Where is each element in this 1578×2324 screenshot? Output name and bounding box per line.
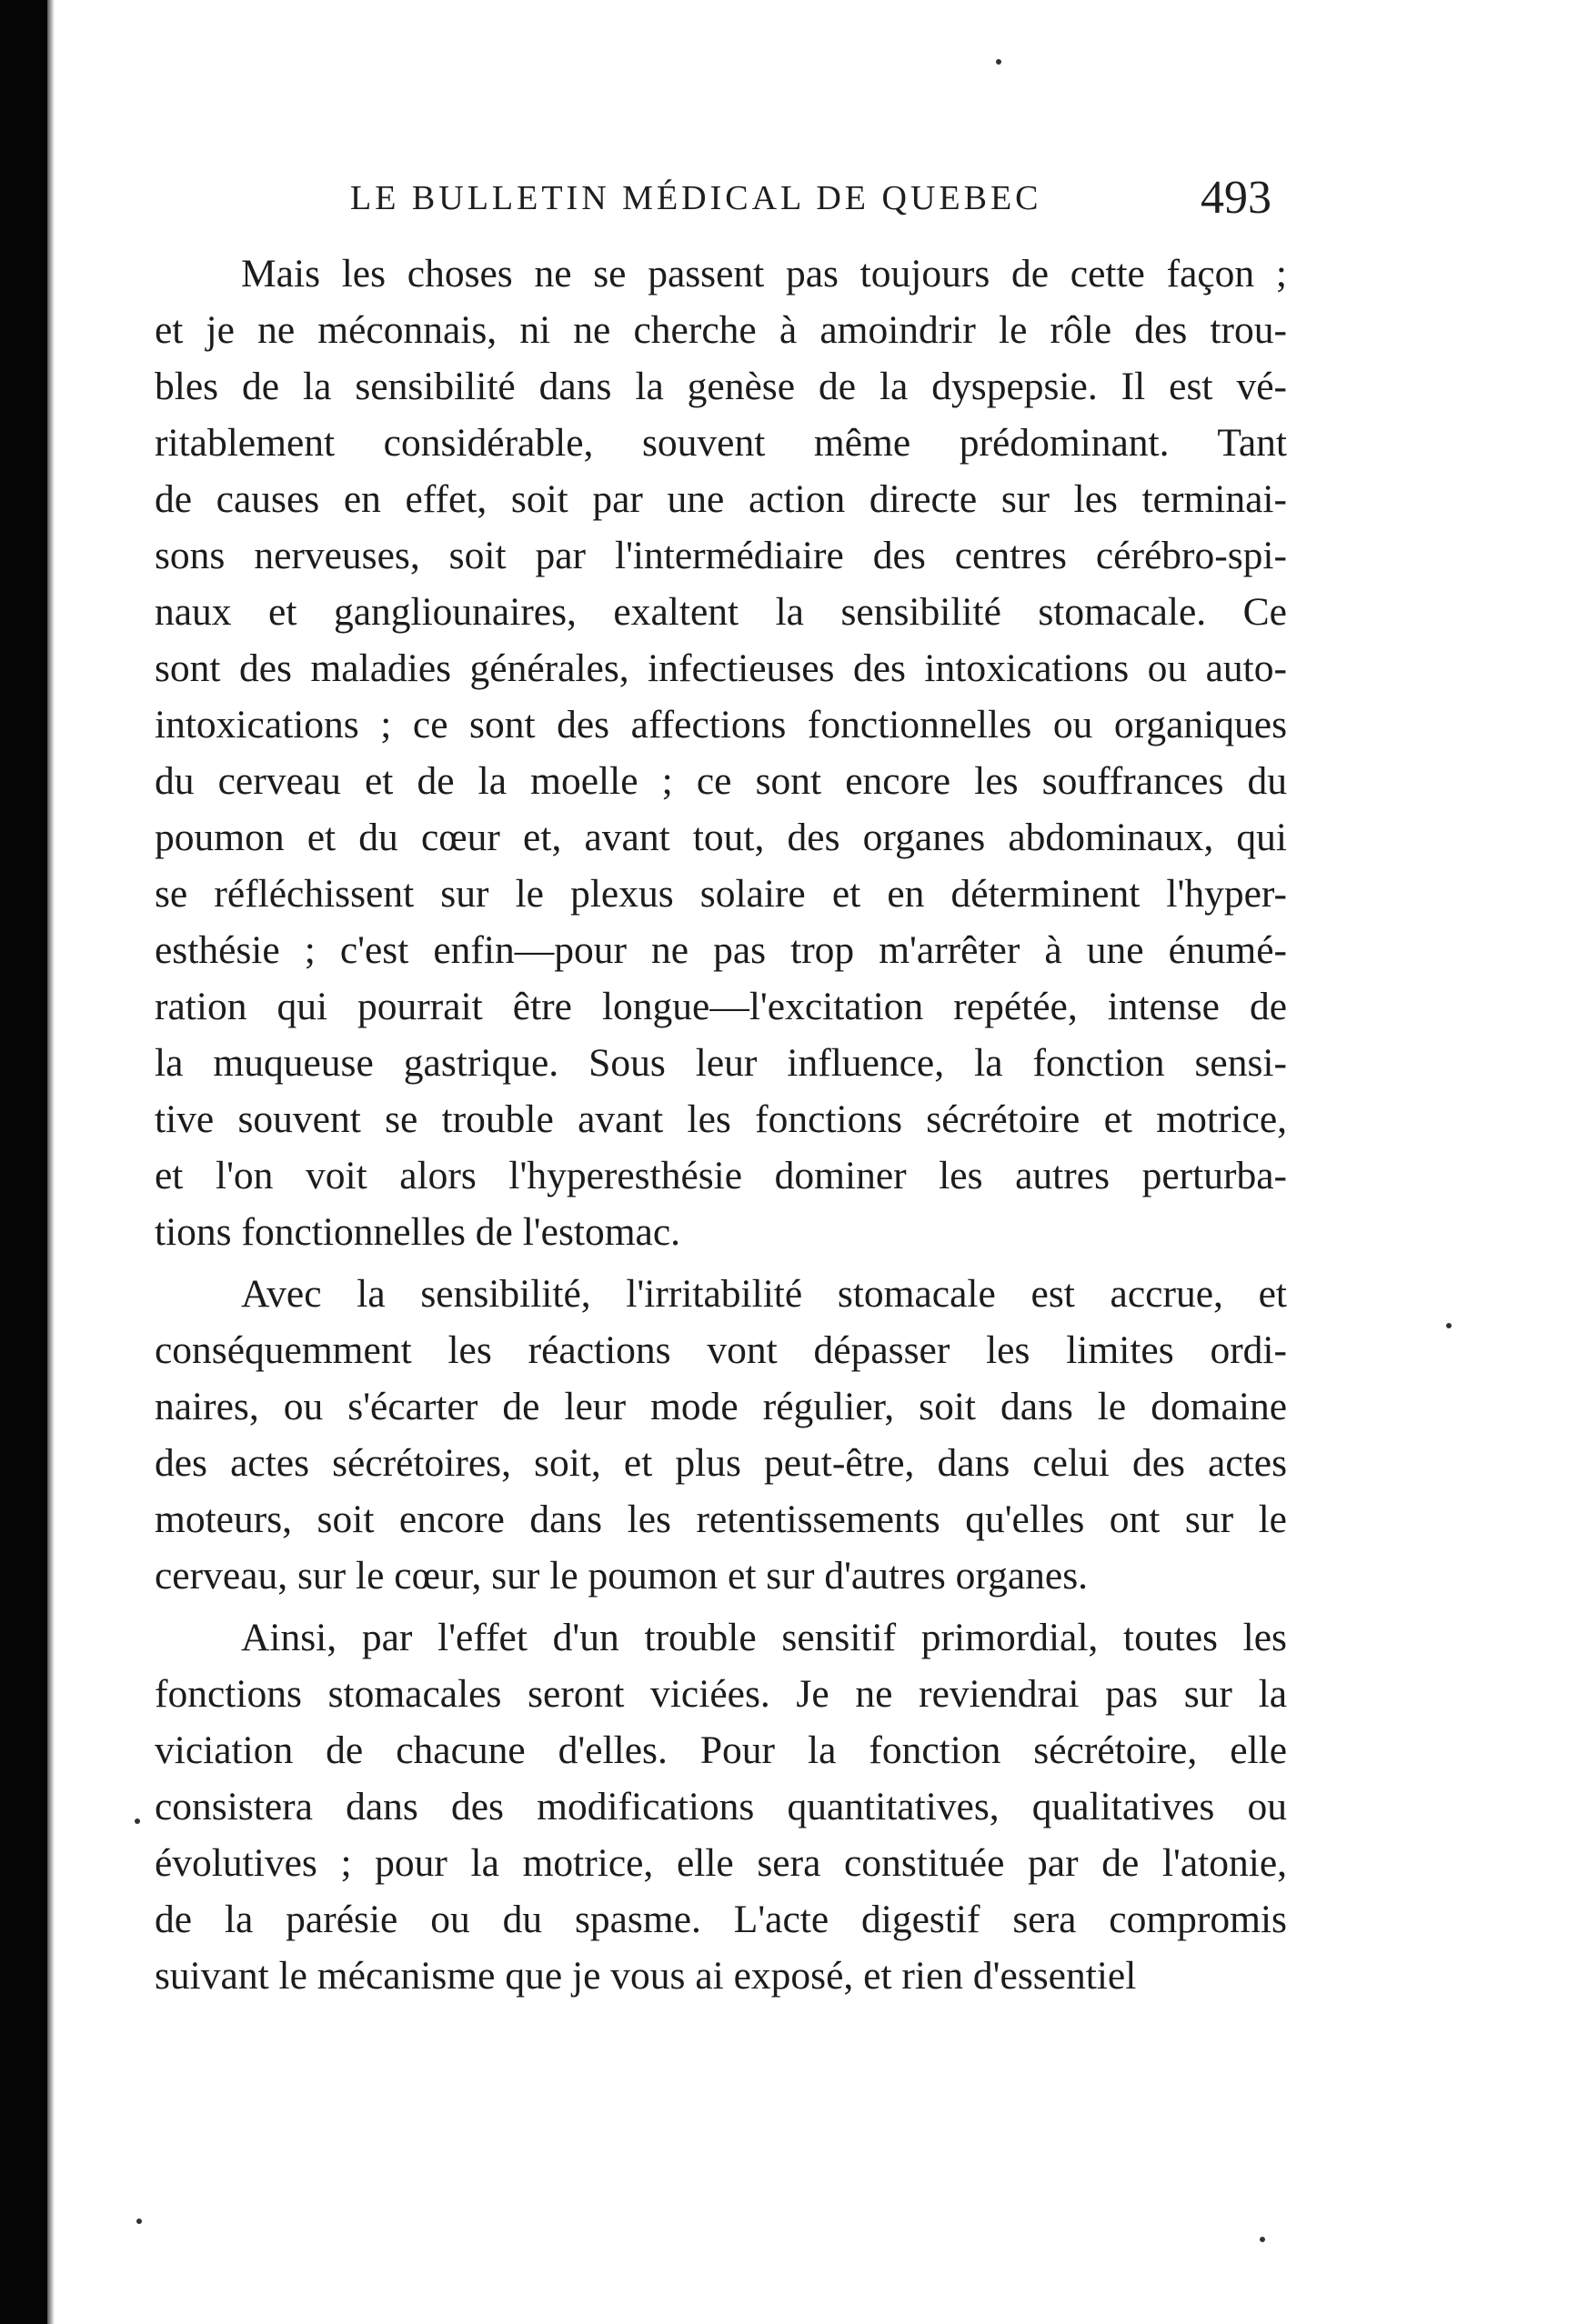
scan-speck	[135, 1818, 140, 1824]
page-number: 493	[1201, 172, 1271, 224]
text-line: ritablement considérable, souvent même prédominant. Tant	[155, 421, 1287, 465]
text-line: esthésie ; c'est enfin—pour ne pas trop m'arrêter à une énumé-	[155, 928, 1287, 972]
text-line: ration qui pourrait être longue—l'excitation repétée, intense de	[155, 985, 1287, 1028]
running-title: LE BULLETIN MÉDICAL DE QUEBEC	[350, 179, 1042, 217]
text-line: la muqueuse gastrique. Sous leur influence, la fonction sensi-	[155, 1041, 1287, 1085]
text-line: naires, ou s'écarter de leur mode régulier, soit dans le domaine	[155, 1385, 1287, 1428]
text-line: du cerveau et de la moelle ; ce sont encore les souffrances du	[155, 759, 1287, 803]
scan-binding-edge	[0, 0, 47, 2324]
text-line: évolutives ; pour la motrice, elle sera constituée par de l'atonie,	[155, 1841, 1287, 1885]
text-line: sons nerveuses, soit par l'intermédiaire des centres cérébro-spi-	[155, 534, 1287, 577]
text-line: conséquemment les réactions vont dépasser les limites ordi-	[155, 1328, 1287, 1372]
text-line: consistera dans des modifications quantitatives, qualitatives ou	[155, 1785, 1287, 1828]
text-line: sont des maladies générales, infectieuses des intoxications ou auto-	[155, 646, 1287, 690]
text-line: suivant le mécanisme que je vous ai exposé, et rien d'essentiel	[155, 1954, 1137, 1998]
text-line: viciation de chacune d'elles. Pour la fonction sécrétoire, elle	[155, 1728, 1287, 1772]
text-line: naux et gangliounaires, exaltent la sensibilité stomacale. Ce	[155, 590, 1287, 634]
text-line: poumon et du cœur et, avant tout, des organes abdominaux, qui	[155, 816, 1287, 859]
text-line: moteurs, soit encore dans les retentissements qu'elles ont sur le	[155, 1498, 1287, 1541]
scan-speck	[136, 2219, 142, 2224]
scan-speck	[1260, 2237, 1265, 2242]
text-line: des actes sécrétoires, soit, et plus peut-être, dans celui des actes	[155, 1441, 1287, 1485]
text-line: Ainsi, par l'effet d'un trouble sensitif primordial, toutes les	[241, 1616, 1287, 1659]
text-line: cerveau, sur le cœur, sur le poumon et sur d'autres organes.	[155, 1554, 1089, 1598]
scan-speck	[996, 59, 1001, 65]
scan-speck	[1446, 1323, 1452, 1328]
text-line: tive souvent se trouble avant les fonctions sécrétoire et motrice,	[155, 1097, 1287, 1141]
scan-binding-shadow	[47, 0, 55, 2324]
text-line: Avec la sensibilité, l'irritabilité stomacale est accrue, et	[241, 1272, 1287, 1316]
text-line: tions fonctionnelles de l'estomac.	[155, 1210, 681, 1254]
text-line: de la parésie ou du spasme. L'acte digestif sera compromis	[155, 1898, 1287, 1941]
text-line: se réfléchissent sur le plexus solaire et en déterminent l'hyper-	[155, 872, 1287, 916]
text-line: intoxications ; ce sont des affections fonctionnelles ou organiques	[155, 703, 1287, 746]
text-line: bles de la sensibilité dans la genèse de la dyspepsie. Il est vé-	[155, 365, 1287, 408]
text-line: et je ne méconnais, ni ne cherche à amoindrir le rôle des trou-	[155, 308, 1287, 352]
text-line: et l'on voit alors l'hyperesthésie dominer les autres perturba-	[155, 1154, 1287, 1197]
text-line: Mais les choses ne se passent pas toujours de cette façon ;	[241, 252, 1287, 296]
text-line: de causes en effet, soit par une action directe sur les terminai-	[155, 477, 1287, 521]
body-text	[155, 245, 1287, 2004]
paragraph-1	[155, 245, 1287, 1260]
paragraph-2	[155, 1266, 1287, 1604]
text-line: fonctions stomacales seront viciées. Je ne reviendrai pas sur la	[155, 1672, 1287, 1716]
paragraph-3	[155, 1609, 1287, 2004]
